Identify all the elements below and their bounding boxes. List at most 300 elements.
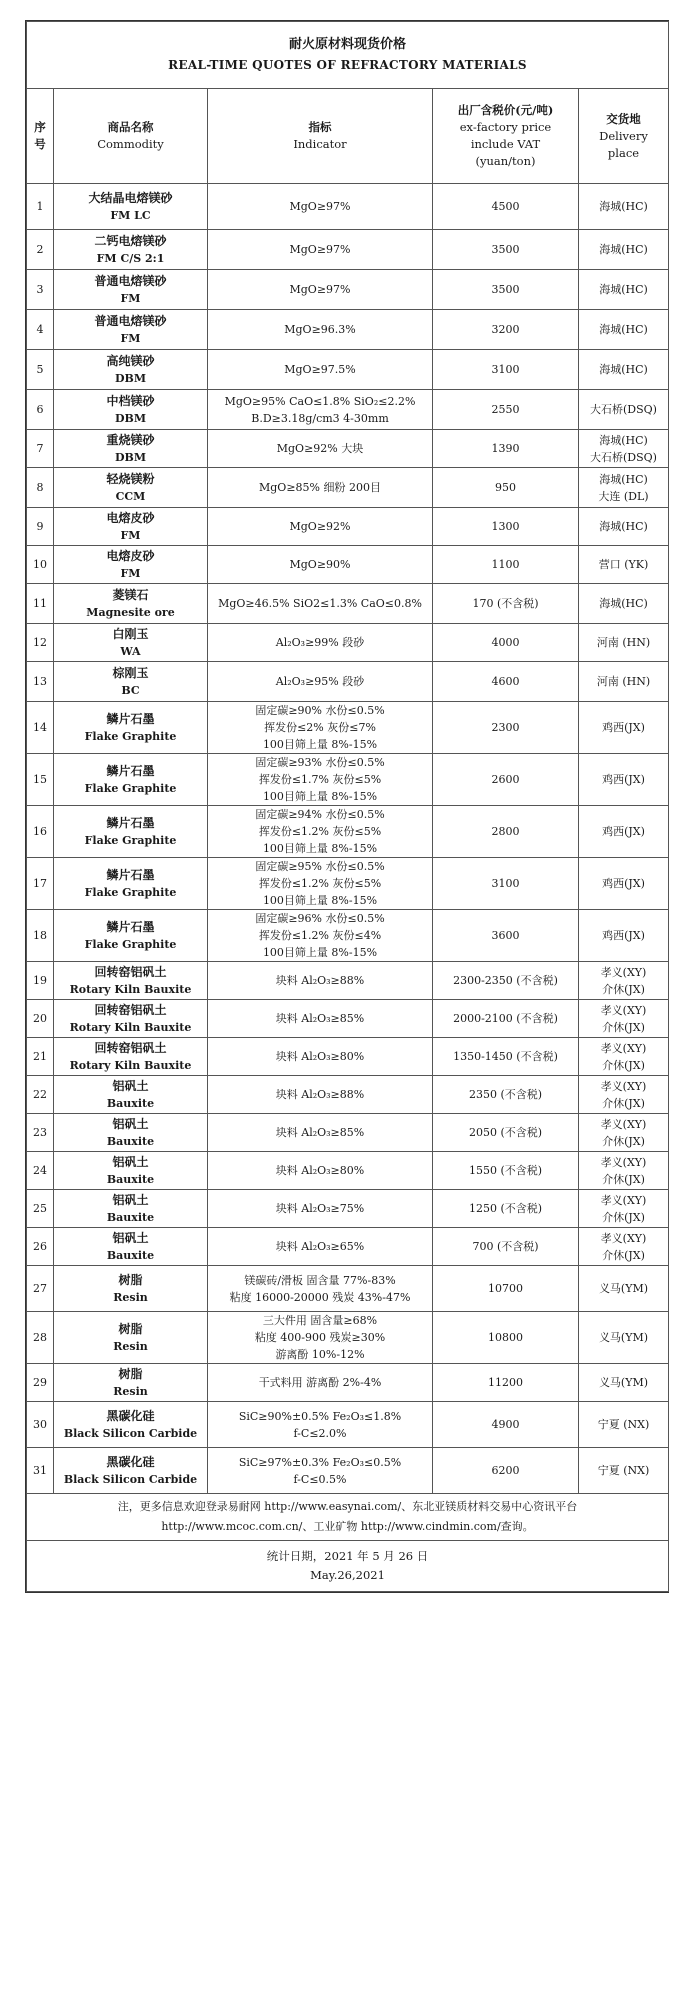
- indicator-line: 镁碳砖/滑板 固含量 77%-83%: [244, 1273, 396, 1287]
- cell-commodity: [54, 390, 208, 430]
- indicator-line: MgO≥85% 细粉 200目: [259, 481, 381, 494]
- place-line: 义马(YM): [598, 1282, 649, 1295]
- table-row: [27, 1190, 669, 1228]
- cell-place: [579, 1000, 669, 1038]
- cell-price: 2300: [433, 702, 579, 754]
- place-line: 海城(HC): [599, 200, 648, 213]
- indicator-line: MgO≥97.5%: [284, 363, 356, 376]
- table-row: [27, 584, 669, 624]
- place-line: 海城(HC): [599, 597, 648, 610]
- cell-no: 31: [27, 1448, 54, 1494]
- commodity-name-cn: 鳞片石墨: [106, 919, 155, 934]
- indicator-line: 固定碳≥90% 水份≤0.5%: [255, 704, 385, 717]
- cell-price: 1100: [433, 546, 579, 584]
- cell-no: 23: [27, 1114, 54, 1152]
- indicator-line: MgO≥92% 大块: [276, 442, 364, 455]
- cell-commodity: [54, 806, 208, 858]
- place-line: 介休(JX): [602, 1248, 645, 1262]
- cell-indicator: [208, 702, 433, 754]
- cell-commodity: [54, 910, 208, 962]
- indicator-line: SiC≥90%±0.5% Fe₂O₃≤1.8%: [238, 1409, 402, 1423]
- commodity-name-en: Flake Graphite: [84, 729, 177, 743]
- cell-no: 17: [27, 858, 54, 910]
- place-line: 海城(HC): [599, 363, 648, 376]
- place-line: 营口 (YK): [598, 558, 649, 571]
- commodity-name-cn: 重烧镁砂: [106, 432, 155, 447]
- indicator-line: 挥发份≤2% 灰份≤7%: [264, 721, 376, 734]
- cell-no: 19: [27, 962, 54, 1000]
- cell-price: 11200: [433, 1364, 579, 1402]
- header-price: 出厂含税价(元/吨) ex-factory price include VAT (yuan/ton): [433, 89, 579, 184]
- cell-no: 25: [27, 1190, 54, 1228]
- cell-no: 8: [27, 468, 54, 508]
- cell-place: [579, 584, 669, 624]
- indicator-line: 块料 Al₂O₃≥80%: [275, 1050, 365, 1063]
- cell-indicator: [208, 1000, 433, 1038]
- commodity-name-en: Flake Graphite: [84, 781, 177, 795]
- cell-no: 30: [27, 1402, 54, 1448]
- commodity-name-en: Bauxite: [106, 1172, 155, 1186]
- cell-commodity: [54, 508, 208, 546]
- cell-commodity: [54, 754, 208, 806]
- cell-indicator: [208, 858, 433, 910]
- place-line: 介休(JX): [602, 1096, 645, 1110]
- table-row: [27, 1228, 669, 1266]
- cell-commodity: [54, 1076, 208, 1114]
- commodity-name-en: DBM: [114, 411, 146, 425]
- place-line: 海城(HC): [599, 243, 648, 256]
- cell-place: [579, 1266, 669, 1312]
- place-line: 介休(JX): [602, 1172, 645, 1186]
- table-row: [27, 1152, 669, 1190]
- cell-price: 950: [433, 468, 579, 508]
- cell-no: 29: [27, 1364, 54, 1402]
- indicator-line: 100目筛上量 8%-15%: [262, 842, 378, 855]
- cell-place: [579, 546, 669, 584]
- commodity-name-en: BC: [121, 683, 140, 697]
- footer-note: [27, 1494, 669, 1541]
- indicator-line: 块料 Al₂O₃≥85%: [275, 1012, 365, 1025]
- title-cn: 耐火原材料现货价格: [288, 37, 406, 52]
- indicator-line: MgO≥96.3%: [284, 323, 356, 336]
- cell-place: [579, 962, 669, 1000]
- cell-indicator: [208, 1114, 433, 1152]
- indicator-line: MgO≥90%: [289, 558, 351, 571]
- cell-indicator: [208, 1266, 433, 1312]
- cell-commodity: [54, 1190, 208, 1228]
- table-row: [27, 858, 669, 910]
- cell-place: [579, 910, 669, 962]
- commodity-name-cn: 二钙电熔镁砂: [94, 233, 167, 248]
- cell-indicator: [208, 184, 433, 230]
- cell-price: 4000: [433, 624, 579, 662]
- cell-place: [579, 508, 669, 546]
- place-line: 介休(JX): [602, 1058, 645, 1072]
- cell-commodity: [54, 430, 208, 468]
- cell-no: 11: [27, 584, 54, 624]
- cell-commodity: [54, 1402, 208, 1448]
- cell-price: 2550: [433, 390, 579, 430]
- commodity-name-en: FM C/S 2:1: [96, 251, 165, 265]
- indicator-line: 块料 Al₂O₃≥80%: [275, 1164, 365, 1177]
- cell-commodity: [54, 1448, 208, 1494]
- table-row: [27, 468, 669, 508]
- commodity-name-cn: 鳞片石墨: [106, 867, 155, 882]
- cell-commodity: [54, 1266, 208, 1312]
- place-line: 介休(JX): [602, 1134, 645, 1148]
- cell-commodity: [54, 350, 208, 390]
- commodity-name-cn: 鳞片石墨: [106, 763, 155, 778]
- cell-indicator: [208, 1228, 433, 1266]
- cell-indicator: [208, 806, 433, 858]
- indicator-line: Al₂O₃≥95% 段砂: [275, 675, 365, 688]
- cell-commodity: [54, 1364, 208, 1402]
- commodity-name-en: Resin: [113, 1290, 148, 1304]
- cell-place: [579, 1190, 669, 1228]
- cell-no: 21: [27, 1038, 54, 1076]
- indicator-line: 块料 Al₂O₃≥88%: [275, 974, 365, 987]
- cell-commodity: [54, 310, 208, 350]
- commodity-name-cn: 大结晶电熔镁砂: [88, 190, 173, 205]
- place-line: 宁夏 (NX): [597, 1464, 650, 1477]
- footer-date: [27, 1541, 669, 1592]
- indicator-line: B.D≥3.18g/cm3 4-30mm: [251, 411, 389, 425]
- table-row: [27, 754, 669, 806]
- commodity-name-cn: 普通电熔镁砂: [94, 313, 167, 328]
- commodity-name-en: FM: [120, 291, 141, 305]
- commodity-name-cn: 铝矾土: [112, 1116, 149, 1131]
- cell-no: 3: [27, 270, 54, 310]
- price-sheet: [25, 20, 669, 1593]
- cell-price: 1390: [433, 430, 579, 468]
- commodity-name-en: Resin: [113, 1339, 148, 1353]
- title-en: REAL-TIME QUOTES OF REFRACTORY MATERIALS: [168, 58, 527, 72]
- commodity-name-cn: 鳞片石墨: [106, 711, 155, 726]
- cell-place: [579, 1364, 669, 1402]
- place-line: 孝义(XY): [600, 1193, 647, 1207]
- footer-note-line: 注，更多信息欢迎登录易耐网 http://www.easynai.com/、东北亚镁质材料交易中心资讯平台: [117, 1500, 578, 1513]
- cell-commodity: [54, 1000, 208, 1038]
- indicator-line: f-C≤0.5%: [293, 1472, 347, 1486]
- place-line: 鸡西(JX): [602, 721, 645, 734]
- table-row: [27, 390, 669, 430]
- price-table: [26, 21, 669, 1592]
- cell-price: 3200: [433, 310, 579, 350]
- indicator-line: 挥发份≤1.7% 灰份≤5%: [258, 773, 382, 786]
- cell-place: [579, 1076, 669, 1114]
- cell-indicator: [208, 584, 433, 624]
- cell-place: [579, 184, 669, 230]
- commodity-name-en: DBM: [114, 450, 146, 464]
- commodity-name-cn: 中档镁砂: [106, 393, 155, 408]
- header-commodity: 商品名称 Commodity: [54, 89, 208, 184]
- indicator-line: Al₂O₃≥99% 段砂: [275, 636, 365, 649]
- cell-commodity: [54, 624, 208, 662]
- indicator-line: 100目筛上量 8%-15%: [262, 946, 378, 959]
- table-row: [27, 1266, 669, 1312]
- commodity-name-cn: 电熔皮砂: [106, 548, 155, 563]
- table-row: [27, 1076, 669, 1114]
- place-line: 孝义(XY): [600, 1041, 647, 1055]
- commodity-name-en: Rotary Kiln Bauxite: [69, 1058, 192, 1072]
- cell-place: [579, 1402, 669, 1448]
- commodity-name-en: FM: [120, 528, 141, 542]
- table-row: [27, 184, 669, 230]
- table-row: [27, 350, 669, 390]
- commodity-name-en: Black Silicon Carbide: [63, 1426, 198, 1440]
- table-row: [27, 230, 669, 270]
- cell-price: 10700: [433, 1266, 579, 1312]
- cell-place: [579, 390, 669, 430]
- indicator-line: 固定碳≥96% 水份≤0.5%: [255, 912, 385, 925]
- cell-place: [579, 430, 669, 468]
- cell-commodity: [54, 184, 208, 230]
- indicator-line: MgO≥97%: [289, 200, 351, 213]
- table-row: [27, 1312, 669, 1364]
- indicator-line: MgO≥97%: [289, 283, 351, 296]
- commodity-name-en: Resin: [113, 1384, 148, 1398]
- table-row: [27, 1114, 669, 1152]
- place-line: 介休(JX): [602, 1210, 645, 1224]
- cell-price: 2350 (不含税): [433, 1076, 579, 1114]
- indicator-line: 100目筛上量 8%-15%: [262, 738, 378, 751]
- cell-price: 3100: [433, 858, 579, 910]
- cell-price: 1350-1450 (不含税): [433, 1038, 579, 1076]
- table-row: [27, 430, 669, 468]
- cell-no: 28: [27, 1312, 54, 1364]
- table-row: [27, 1364, 669, 1402]
- cell-no: 16: [27, 806, 54, 858]
- cell-commodity: [54, 1152, 208, 1190]
- cell-no: 5: [27, 350, 54, 390]
- table-row: [27, 546, 669, 584]
- table-row: [27, 1448, 669, 1494]
- commodity-name-en: WA: [120, 644, 141, 658]
- place-line: 海城(HC): [599, 472, 648, 486]
- cell-price: 10800: [433, 1312, 579, 1364]
- cell-commodity: [54, 230, 208, 270]
- cell-commodity: [54, 1114, 208, 1152]
- cell-indicator: [208, 230, 433, 270]
- header-place: 交货地 Delivery place: [579, 89, 669, 184]
- commodity-name-cn: 白刚玉: [112, 626, 149, 641]
- header-row: [27, 89, 669, 184]
- commodity-name-cn: 回转窑铝矾土: [94, 1002, 167, 1017]
- cell-place: [579, 806, 669, 858]
- cell-commodity: [54, 662, 208, 702]
- date-cn: 统计日期，2021 年 5 月 26 日: [266, 1549, 429, 1563]
- indicator-line: 干式料用 游离酚 2%-4%: [258, 1376, 382, 1389]
- table-title: [27, 22, 669, 89]
- cell-commodity: [54, 546, 208, 584]
- cell-indicator: [208, 390, 433, 430]
- cell-place: [579, 1228, 669, 1266]
- commodity-name-en: FM: [120, 331, 141, 345]
- cell-indicator: [208, 1312, 433, 1364]
- table-row: [27, 508, 669, 546]
- cell-indicator: [208, 962, 433, 1000]
- place-line: 孝义(XY): [600, 1079, 647, 1093]
- table-row: [27, 910, 669, 962]
- commodity-name-cn: 棕刚玉: [112, 665, 149, 680]
- cell-place: [579, 310, 669, 350]
- cell-price: 6200: [433, 1448, 579, 1494]
- table-row: [27, 1402, 669, 1448]
- commodity-name-cn: 回转窑铝矾土: [94, 1040, 167, 1055]
- commodity-name-cn: 铝矾土: [112, 1078, 149, 1093]
- commodity-name-cn: 高纯镁砂: [106, 353, 155, 368]
- indicator-line: 100目筛上量 8%-15%: [262, 894, 378, 907]
- place-line: 孝义(XY): [600, 1003, 647, 1017]
- cell-price: 4500: [433, 184, 579, 230]
- place-line: 河南 (HN): [596, 675, 651, 688]
- cell-place: [579, 1312, 669, 1364]
- cell-no: 26: [27, 1228, 54, 1266]
- cell-price: 3500: [433, 270, 579, 310]
- indicator-line: 块料 Al₂O₃≥75%: [275, 1202, 365, 1215]
- commodity-name-en: Rotary Kiln Bauxite: [69, 982, 192, 996]
- cell-indicator: [208, 468, 433, 508]
- cell-price: 3600: [433, 910, 579, 962]
- cell-commodity: [54, 1038, 208, 1076]
- table-row: [27, 702, 669, 754]
- indicator-line: MgO≥46.5% SiO2≤1.3% CaO≤0.8%: [218, 597, 422, 610]
- table-row: [27, 662, 669, 702]
- indicator-line: 三大件用 固含量≥68%: [262, 1314, 378, 1327]
- commodity-name-en: FM LC: [110, 208, 151, 222]
- commodity-name-en: Flake Graphite: [84, 937, 177, 951]
- place-line: 海城(HC): [599, 323, 648, 336]
- cell-place: [579, 1114, 669, 1152]
- cell-no: 24: [27, 1152, 54, 1190]
- commodity-name-cn: 铝矾土: [112, 1230, 149, 1245]
- place-line: 义马(YM): [598, 1331, 649, 1344]
- cell-price: 2050 (不含税): [433, 1114, 579, 1152]
- indicator-line: 固定碳≥93% 水份≤0.5%: [255, 756, 385, 769]
- cell-commodity: [54, 1312, 208, 1364]
- cell-no: 22: [27, 1076, 54, 1114]
- header-no: 序 号: [27, 89, 54, 184]
- cell-place: [579, 624, 669, 662]
- cell-commodity: [54, 270, 208, 310]
- cell-place: [579, 754, 669, 806]
- commodity-name-en: Flake Graphite: [84, 885, 177, 899]
- table-body: [27, 184, 669, 1494]
- cell-indicator: [208, 1038, 433, 1076]
- place-line: 大石桥(DSQ): [590, 403, 657, 416]
- commodity-name-en: Flake Graphite: [84, 833, 177, 847]
- place-line: 介休(JX): [602, 982, 645, 996]
- cell-no: 9: [27, 508, 54, 546]
- cell-indicator: [208, 662, 433, 702]
- table-row: [27, 624, 669, 662]
- cell-no: 20: [27, 1000, 54, 1038]
- table-row: [27, 310, 669, 350]
- cell-no: 15: [27, 754, 54, 806]
- cell-no: 2: [27, 230, 54, 270]
- cell-no: 13: [27, 662, 54, 702]
- cell-indicator: [208, 546, 433, 584]
- commodity-name-en: Magnesite ore: [86, 605, 175, 619]
- cell-indicator: [208, 1190, 433, 1228]
- cell-price: 2600: [433, 754, 579, 806]
- place-line: 鸡西(JX): [602, 877, 645, 890]
- cell-no: 1: [27, 184, 54, 230]
- indicator-line: 挥发份≤1.2% 灰份≤5%: [258, 877, 382, 890]
- table-row: [27, 1000, 669, 1038]
- cell-commodity: [54, 1228, 208, 1266]
- cell-price: 3500: [433, 230, 579, 270]
- cell-price: 170 (不含税): [433, 584, 579, 624]
- commodity-name-cn: 轻烧镁粉: [106, 471, 155, 486]
- commodity-name-cn: 鳞片石墨: [106, 815, 155, 830]
- indicator-line: MgO≥97%: [289, 243, 351, 256]
- cell-indicator: [208, 1076, 433, 1114]
- commodity-name-cn: 黑碳化硅: [106, 1408, 155, 1423]
- cell-no: 18: [27, 910, 54, 962]
- place-line: 孝义(XY): [600, 965, 647, 979]
- cell-indicator: [208, 270, 433, 310]
- cell-commodity: [54, 584, 208, 624]
- place-line: 孝义(XY): [600, 1155, 647, 1169]
- place-line: 大连 (DL): [598, 489, 649, 503]
- cell-place: [579, 1038, 669, 1076]
- table-row: [27, 962, 669, 1000]
- place-line: 宁夏 (NX): [597, 1418, 650, 1431]
- cell-place: [579, 858, 669, 910]
- place-line: 海城(HC): [599, 433, 648, 447]
- place-line: 鸡西(JX): [602, 825, 645, 838]
- place-line: 鸡西(JX): [602, 773, 645, 786]
- place-line: 孝义(XY): [600, 1231, 647, 1245]
- cell-price: 1250 (不含税): [433, 1190, 579, 1228]
- cell-place: [579, 662, 669, 702]
- cell-indicator: [208, 508, 433, 546]
- place-line: 义马(YM): [598, 1376, 649, 1389]
- commodity-name-cn: 树脂: [118, 1366, 143, 1381]
- indicator-line: 粘度 16000-20000 残炭 43%-47%: [229, 1290, 411, 1304]
- indicator-line: 固定碳≥95% 水份≤0.5%: [255, 860, 385, 873]
- commodity-name-en: Bauxite: [106, 1096, 155, 1110]
- indicator-line: 块料 Al₂O₃≥65%: [275, 1240, 365, 1253]
- cell-place: [579, 230, 669, 270]
- cell-place: [579, 350, 669, 390]
- cell-no: 4: [27, 310, 54, 350]
- indicator-line: 块料 Al₂O₃≥88%: [275, 1088, 365, 1101]
- cell-indicator: [208, 910, 433, 962]
- commodity-name-en: Bauxite: [106, 1248, 155, 1262]
- cell-indicator: [208, 310, 433, 350]
- commodity-name-cn: 铝矾土: [112, 1154, 149, 1169]
- commodity-name-en: FM: [120, 566, 141, 580]
- cell-indicator: [208, 350, 433, 390]
- indicator-line: 块料 Al₂O₃≥85%: [275, 1126, 365, 1139]
- cell-price: 4900: [433, 1402, 579, 1448]
- cell-place: [579, 702, 669, 754]
- cell-commodity: [54, 702, 208, 754]
- footer-note-line: http://www.mcoc.com.cn/、工业矿物 http://www.cindmin.com/查询。: [161, 1520, 534, 1533]
- cell-price: 1550 (不含税): [433, 1152, 579, 1190]
- place-line: 海城(HC): [599, 520, 648, 533]
- place-line: 孝义(XY): [600, 1117, 647, 1131]
- cell-indicator: [208, 754, 433, 806]
- commodity-name-en: Bauxite: [106, 1210, 155, 1224]
- cell-price: 4600: [433, 662, 579, 702]
- indicator-line: MgO≥92%: [289, 520, 351, 533]
- commodity-name-cn: 电熔皮砂: [106, 510, 155, 525]
- cell-price: 3100: [433, 350, 579, 390]
- cell-commodity: [54, 858, 208, 910]
